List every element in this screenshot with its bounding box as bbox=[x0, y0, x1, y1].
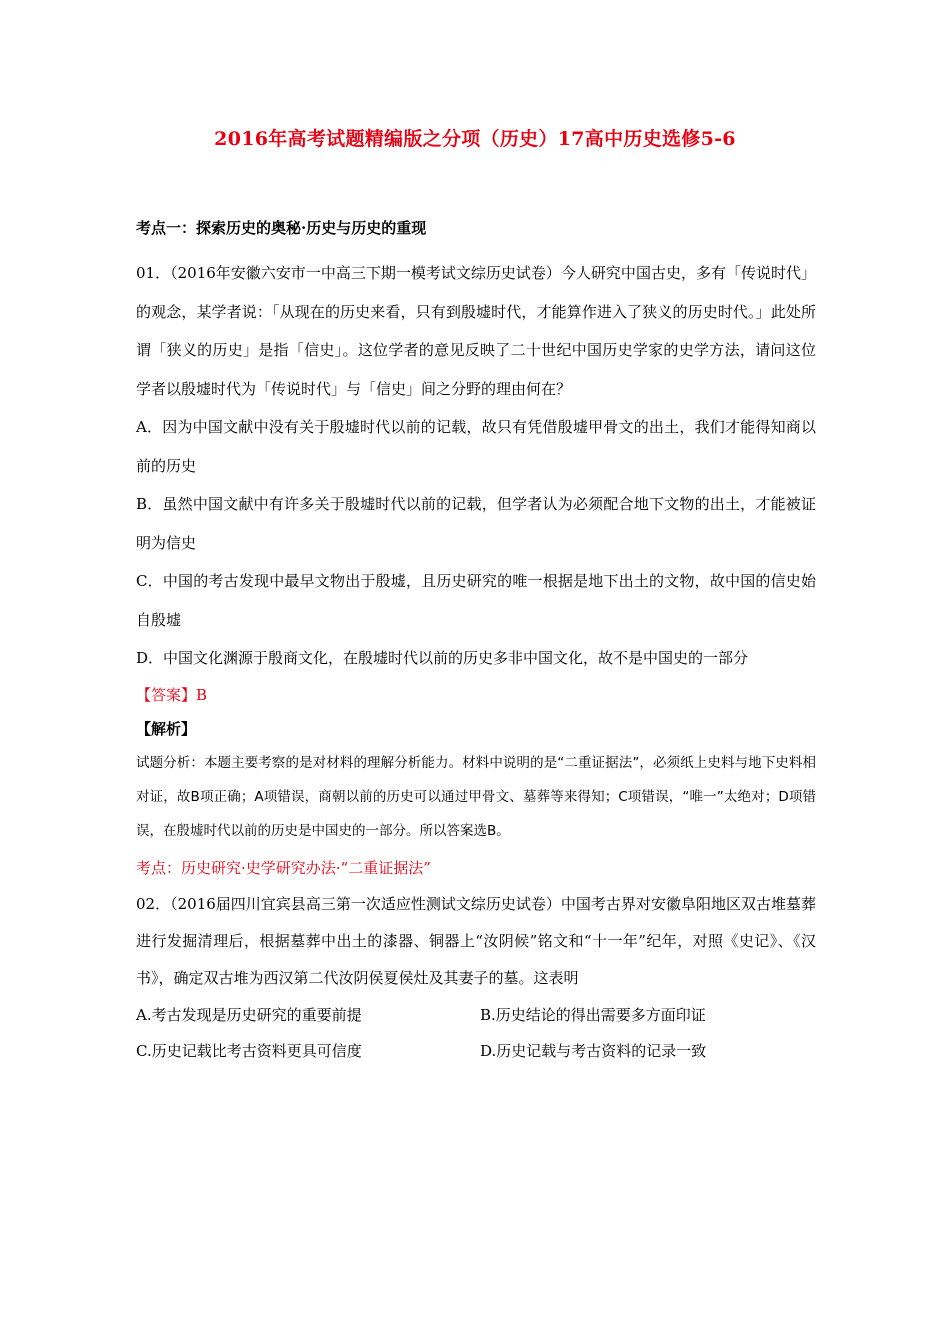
question-2-option-b: B.历史结论的得出需要多方面印证 bbox=[480, 1005, 706, 1024]
question-1-option-a: A．因为中国文献中没有关于殷墟时代以前的记载，故只有凭借殷墟甲骨文的出土，我们才能得知商以前的历史 bbox=[136, 418, 816, 475]
document-body bbox=[136, 216, 816, 1069]
question-1-option-b: B．虽然中国文献中有许多关于殷墟时代以前的记载，但学者认为必须配合地下文物的出土，才能被证明为信史 bbox=[136, 495, 816, 552]
answer-value: B bbox=[196, 685, 208, 704]
kaodian-note: 考点：历史研究·史学研究办法·“二重证据法” bbox=[136, 858, 431, 877]
question-1-stem: 01．（2016年安徽六安市一中高三下期一模考试文综历史试卷）今人研究中国古史，多有「传说时代」的观念，某学者说：「从现在的历史来看，只有到殷墟时代，才能算作进入了狭义的历史时代。」此处所谓「狭义的历史」是指「信史」。这位学者的意见反映了二十世纪中国历史学家的史学方法，请问这位学者以殷墟时代为「传说时代」与「信史」间之分野的理由何在？ bbox=[136, 264, 816, 398]
question-2-option-d: D.历史记载与考古资料的记录一致 bbox=[480, 1041, 707, 1060]
question-2-options bbox=[136, 997, 816, 1069]
question-2-option-a: A.考古发现是历史研究的重要前提 bbox=[136, 1005, 362, 1024]
question-2-stem: 02．（2016届四川宜宾县高三第一次适应性测试文综历史试卷）中国考古界对安徽阜阳地区双古堆墓葬进行发掘清理后，根据墓葬中出土的漆器、铜器上“汝阴候”铭文和“十一年”纪年，对照《史记》、《汉书》，确定双古堆为西汉第二代汝阴侯夏侯灶及其妻子的墓。这表明 bbox=[136, 894, 816, 987]
analysis-label: 【解析】 bbox=[136, 719, 197, 738]
question-1-answer bbox=[136, 678, 816, 712]
question-1 bbox=[136, 254, 816, 886]
section-heading: 考点一：探索历史的奥秘·历史与历史的重现 bbox=[136, 219, 427, 237]
question-2-option-c: C.历史记载比考古资料更具可信度 bbox=[136, 1041, 362, 1060]
question-1-option-c: C．中国的考古发现中最早文物出于殷墟，且历史研究的唯一根据是地下出土的文物，故中国的信史始自殷墟 bbox=[136, 572, 816, 629]
answer-label: 【答案】 bbox=[136, 685, 197, 704]
question-2 bbox=[136, 886, 816, 1069]
question-1-option-d: D．中国文化渊源于殷商文化，在殷墟时代以前的历史多非中国文化，故不是中国史的一部分 bbox=[136, 649, 749, 667]
analysis-text: 试题分析：本题主要考察的是对材料的理解分析能力。材料中说明的是“二重证据法”，必须纸上史料与地下史料相对证，故B项正确；A项错误，商朝以前的历史可以通过甲骨文、墓葬等来得知；C项错误，“唯一”太绝对；D项错误，在殷墟时代以前的历史是中国史的一部分。所以答案选B。 bbox=[136, 754, 816, 839]
page-title: 2016年高考试题精编版之分项（历史）17高中历史选修5-6 bbox=[214, 128, 736, 150]
